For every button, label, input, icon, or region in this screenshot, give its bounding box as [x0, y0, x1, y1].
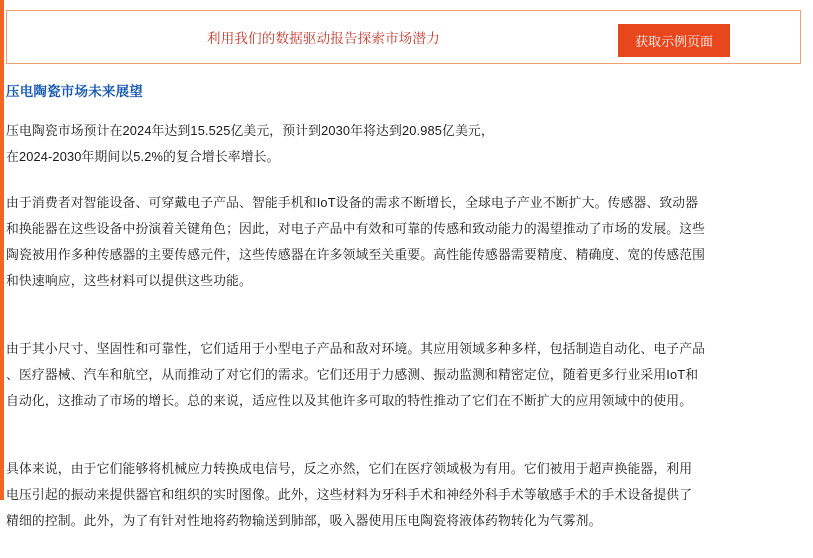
- paragraph-line: 、医疗器械、汽车和航空，从而推动了对它们的需求。它们还用于力感测、振动监测和精密定位，随着更多行业采用IoT和: [6, 367, 699, 382]
- page-title: 压电陶瓷市场未来展望: [6, 84, 143, 99]
- paragraph-line: 压电陶瓷市场预计在2024年达到15.525亿美元，预计到2030年将达到20.985亿美元，: [6, 123, 494, 138]
- paragraph-line: 陶瓷被用作多种传感器的主要传感元件，这些传感器在许多领域至关重要。高性能传感器需要精度、精确度、宽的传感范围: [6, 247, 706, 262]
- get-sample-page-button[interactable]: 获取示例页面: [618, 24, 730, 57]
- paragraph-3: [6, 336, 801, 414]
- paragraph-2: [6, 190, 801, 294]
- paragraph-line: 由于其小尺寸、坚固性和可靠性，它们适用于小型电子产品和敌对环境。其应用领域多种多样，包括制造自动化、电子产品: [6, 341, 706, 356]
- paragraph-line: 在2024-2030年期间以5.2%的复合增长率增长。: [6, 149, 280, 164]
- paragraph-line: 电压引起的振动来提供器官和组织的实时图像。此外，这些材料为牙科手术和神经外科手术等敏感手术的手术设备提供了: [6, 487, 693, 502]
- cta-banner: [6, 10, 801, 64]
- paragraph-4: [6, 456, 801, 534]
- paragraph-spacer: [6, 318, 801, 336]
- paragraph-line: 自动化，这推动了市场的增长。总的来说，适应性以及其他许多可取的特性推动了它们在不断扩大的应用领域中的使用。: [6, 393, 693, 408]
- cta-banner-text: 利用我们的数据驱动报告探索市场潜力: [207, 31, 440, 46]
- paragraph-line: 精细的控制。此外，为了有针对性地将药物输送到肺部，吸入器使用压电陶瓷将液体药物转化为气雾剂。: [6, 513, 602, 528]
- orange-rail-decoration: [0, 0, 4, 500]
- paragraph-line: 和换能器在这些设备中扮演着关键角色；因此，对电子产品中有效和可靠的传感和致动能力的渴望推动了市场的发展。这些: [6, 221, 706, 236]
- paragraph-line: 由于消费者对智能设备、可穿戴电子产品、智能手机和IoT设备的需求不断增长，全球电子产业不断扩大。传感器、致动器: [6, 195, 699, 210]
- paragraph-1: [6, 118, 801, 170]
- article-body: [6, 80, 801, 558]
- paragraph-line: 具体来说，由于它们能够将机械应力转换成电信号，反之亦然，它们在医疗领域极为有用。它们被用于超声换能器，利用: [6, 461, 693, 476]
- paragraph-line: 和快速响应，这些材料可以提供这些功能。: [6, 273, 252, 288]
- paragraph-spacer: [6, 438, 801, 456]
